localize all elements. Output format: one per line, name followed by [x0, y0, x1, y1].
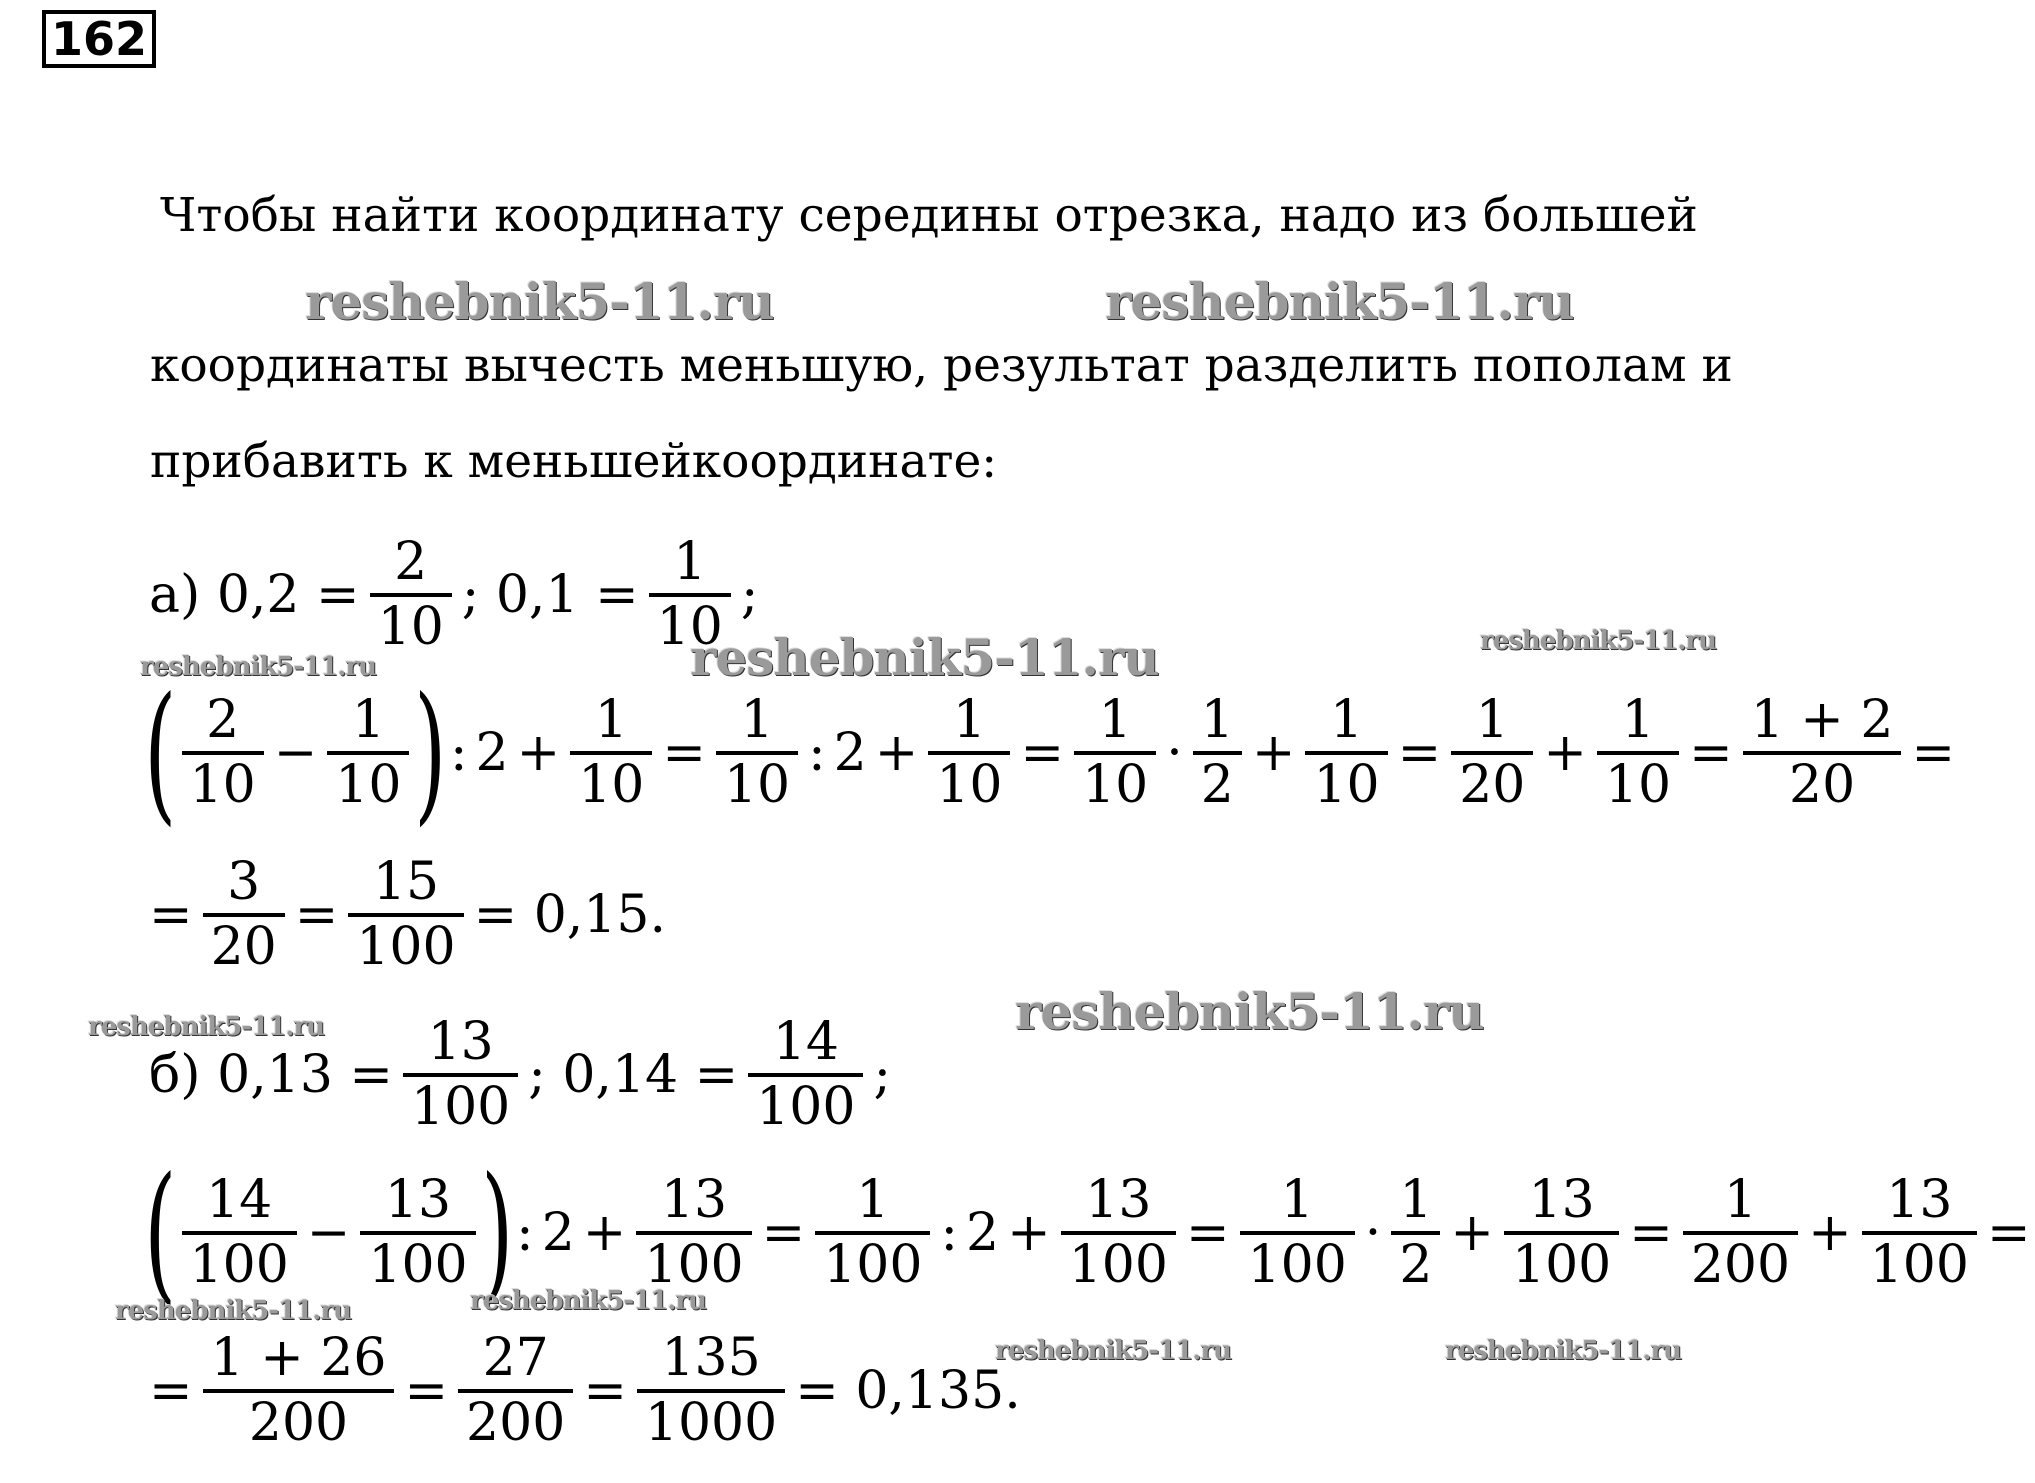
text-line-1: Чтобы найти координату середины отрезка, надо из большей [160, 188, 1698, 243]
number: 2 [966, 1203, 1000, 1263]
watermark: reshebnik5-11.ru [1015, 982, 1484, 1041]
left-paren: ( [144, 1146, 177, 1320]
fraction: $\frac{1 + 2}{20}$ [1743, 690, 1902, 817]
fraction: $\frac{1}{10}$ [716, 690, 798, 817]
fraction: $\frac{1}{10}$ [649, 532, 731, 659]
operator: + [1808, 1203, 1852, 1263]
fraction: $\frac{13}{100}$ [1061, 1170, 1176, 1297]
operator: = [1185, 1203, 1230, 1263]
part-a-calculation [145, 668, 1959, 838]
operator: = [662, 723, 706, 783]
fraction: $\frac{1 + 26}{200}$ [203, 1328, 395, 1455]
operator: = [149, 1361, 193, 1421]
operator: + [516, 723, 561, 783]
number: 2 [541, 1203, 575, 1263]
operator: + [1251, 723, 1296, 783]
operator: + [582, 1203, 627, 1263]
operator: = [404, 1361, 449, 1421]
fraction: $\frac{13}{100}$ [360, 1170, 475, 1297]
operator: : [808, 723, 826, 783]
fraction: $\frac{1}{10}$ [570, 690, 652, 817]
operator: · [1364, 1203, 1382, 1263]
operator: = [1986, 1203, 2031, 1263]
part-a-end: ; [740, 565, 759, 625]
fraction: $\frac{13}{100}$ [1504, 1170, 1619, 1297]
operator: + [1543, 723, 1587, 783]
watermark: reshebnik5-11.ru [1480, 626, 1717, 656]
fraction: $\frac{1}{10}$ [1074, 690, 1156, 817]
operator: = [1397, 723, 1442, 783]
part-b-end: ; [873, 1045, 892, 1105]
minus-sign: − [273, 723, 318, 783]
result-tail: = 0,135. [795, 1361, 1021, 1421]
fraction: $\frac{13}{100}$ [636, 1170, 751, 1297]
text-line-2: координаты вычесть меньшую, результат разделить пополам и [150, 338, 1733, 393]
fraction: $\frac{1}{2}$ [1391, 1170, 1440, 1297]
operator: = [1020, 723, 1065, 783]
part-b-label: б) 0,13 = [149, 1045, 394, 1105]
fraction: $\frac{14}{100}$ [748, 1012, 863, 1139]
part-b-result [145, 1306, 1025, 1476]
part-b-mid: ; 0,14 = [528, 1045, 739, 1105]
operator: = [1689, 723, 1733, 783]
result-tail: = 0,15. [473, 885, 667, 945]
fraction: $\frac{3}{20}$ [203, 852, 285, 979]
fraction: $\frac{135}{1000}$ [637, 1328, 785, 1455]
part-a-result [145, 830, 670, 1000]
operator: + [874, 723, 919, 783]
number: 2 [475, 723, 509, 783]
fraction: $\frac{1}{10}$ [327, 690, 409, 817]
watermark: reshebnik5-11.ru [1445, 1336, 1682, 1366]
fraction: $\frac{13}{100}$ [403, 1012, 518, 1139]
fraction: $\frac{1}{100}$ [815, 1170, 930, 1297]
fraction: $\frac{14}{100}$ [182, 1170, 297, 1297]
text-line-3: прибавить к меньшейкоординате: [150, 434, 998, 489]
part-b-calculation [145, 1148, 2035, 1318]
operator: = [583, 1361, 627, 1421]
operator: = [294, 885, 339, 945]
fraction: $\frac{1}{20}$ [1451, 690, 1533, 817]
fraction: $\frac{15}{100}$ [348, 852, 463, 979]
watermark: reshebnik5-11.ru [1105, 272, 1574, 331]
operator: : [940, 1203, 959, 1263]
fraction: $\frac{2}{10}$ [182, 690, 264, 817]
operator: = [1911, 723, 1956, 783]
watermark: reshebnik5-11.ru [140, 652, 377, 682]
fraction: $\frac{13}{100}$ [1862, 1170, 1977, 1297]
fraction: $\frac{1}{100}$ [1240, 1170, 1355, 1297]
operator: + [1007, 1203, 1051, 1263]
fraction: $\frac{1}{10}$ [1597, 690, 1679, 817]
operator: = [761, 1203, 806, 1263]
watermark: reshebnik5-11.ru [690, 628, 1159, 687]
watermark: reshebnik5-11.ru [115, 1296, 352, 1326]
minus-sign: − [306, 1203, 351, 1263]
watermark: reshebnik5-11.ru [470, 1286, 707, 1316]
watermark: reshebnik5-11.ru [995, 1336, 1232, 1366]
watermark: reshebnik5-11.ru [88, 1012, 325, 1042]
fraction: $\frac{1}{2}$ [1193, 690, 1242, 817]
operator: + [1450, 1203, 1494, 1263]
operator: = [1629, 1203, 1673, 1263]
right-paren: ) [480, 1146, 514, 1320]
number: 2 [833, 723, 867, 783]
left-paren: ( [144, 666, 177, 840]
problem-number: 162 [42, 10, 156, 68]
operator: : [449, 723, 468, 783]
operator: : [516, 1203, 534, 1263]
operator: = [149, 885, 193, 945]
part-a-mid: ; 0,1 = [461, 565, 639, 625]
fraction: $\frac{27}{200}$ [458, 1328, 573, 1455]
watermark: reshebnik5-11.ru [305, 272, 774, 331]
fraction: $\frac{1}{10}$ [1305, 690, 1387, 817]
part-a-label: а) 0,2 = [149, 565, 360, 625]
operator: · [1166, 723, 1183, 783]
fraction: $\frac{2}{10}$ [370, 532, 452, 659]
fraction: $\frac{1}{10}$ [928, 690, 1010, 817]
right-paren: ) [414, 666, 447, 840]
fraction: $\frac{1}{200}$ [1683, 1170, 1798, 1297]
